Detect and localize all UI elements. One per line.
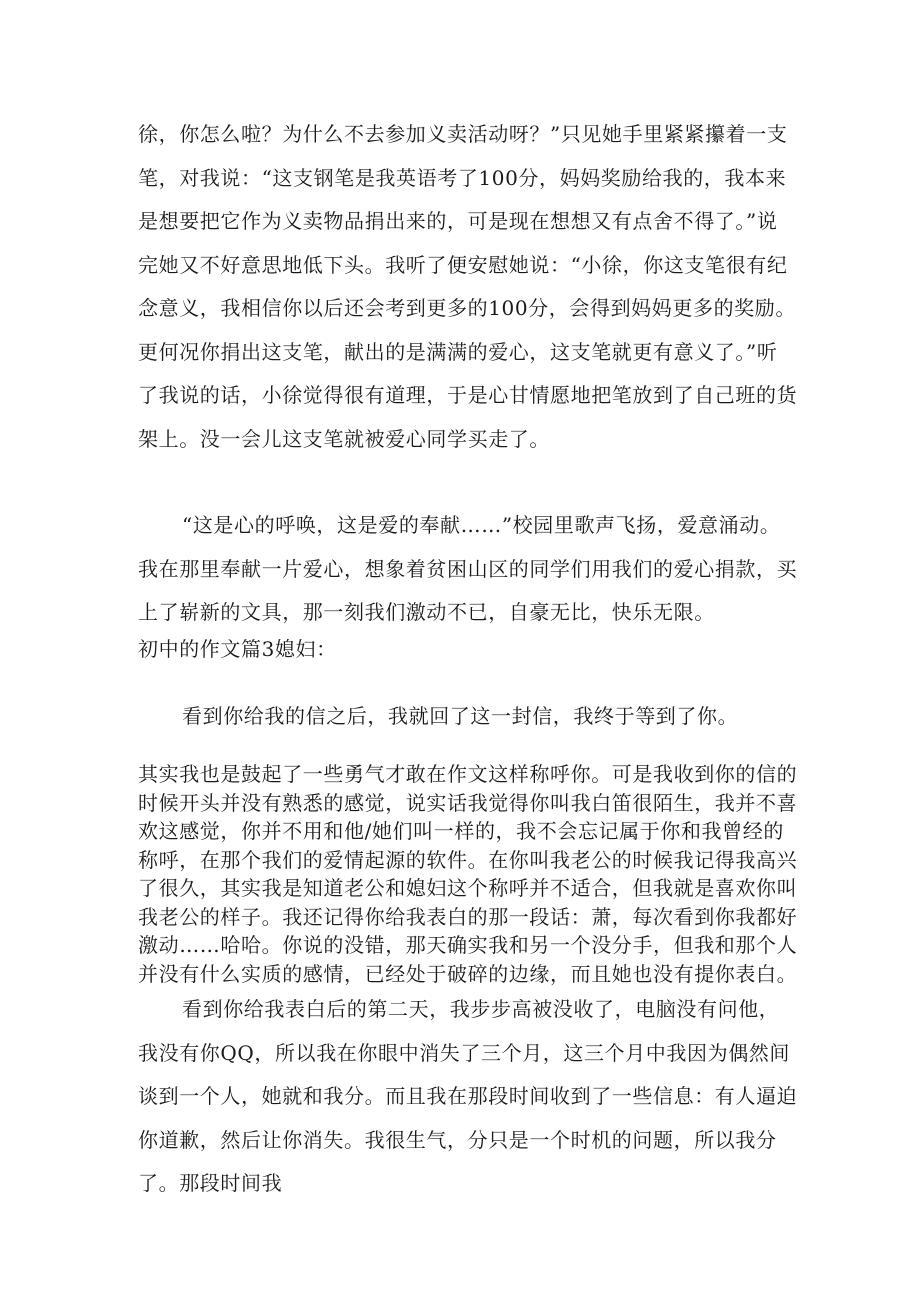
paragraph-letter-disappearance: 看到你给我表白后的第二天，我步步高被没收了，电脑没有问他，我没有你QQ，所以我在你眼中消失了三个月，这三个月中我因为偶然间谈到一个人，她就和我分。而且我在那段时间收到了一些信息：有人逼迫你道歉，然后让你消失。我很生气，分只是一个时机的问题，所以我分了。那段时间我: [138, 997, 798, 1195]
paragraph-letter-memories: 其实我也是鼓起了一些勇气才敢在作文这样称呼你。可是我收到你的信的时候开头并没有熟悉的感觉，说实话我觉得你叫我白笛很陌生，我并不喜欢这感觉，你并不用和他/她们叫一样的，我不会忘记属于你和我曾经的称呼，在那个我们的爱情起源的软件。在你叫我老公的时候我记得我高兴了很久，其实我是知道老公和媳妇这个称呼并不适合，但我就是喜欢你叫我老公的样子。我还记得你给我表白的那一段话：萧，每次看到你我都好激动……哈哈。你说的没错，那天确实我和另一个没分手，但我和那个人并没有什么实质的感情，已经处于破碎的边缘，而且她也没有提你表白。: [138, 762, 798, 986]
paragraph-pen-story: 徐，你怎么啦？为什么不去参加义卖活动呀？”只见她手里紧紧攥着一支笔，对我说：“这支钢笔是我英语考了100分，妈妈奖励给我的，我本来是想要把它作为义卖物品捐出来的，可是现在想想又有点舍不得了。”说完她又不好意思地低下头。我听了便安慰她说：“小徐，你这支笔很有纪念意义，我相信你以后还会考到更多的100分，会得到妈妈更多的奖励。更何况你捐出这支笔，献出的是满满的爱心，这支笔就更有意义了。”听了我说的话，小徐觉得很有道理，于是心甘情愿地把笔放到了自己班的货架上。没一会儿这支笔就被爱心同学买走了。: [138, 122, 798, 451]
paragraph-letter-opening: 看到你给我的信之后，我就回了这一封信，我终于等到了你。: [182, 704, 739, 728]
paragraph-song-of-love: “这是心的呼唤，这是爱的奉献……”校园里歌声飞扬，爱意涌动。我在那里奉献一片爱心，想象着贫困山区的同学们用我们的爱心捐款，买上了崭新的文具，那一刻我们激动不已，自豪无比，快乐无限。: [138, 513, 798, 624]
essay-heading: 初中的作文篇3媳妇：: [138, 637, 337, 661]
